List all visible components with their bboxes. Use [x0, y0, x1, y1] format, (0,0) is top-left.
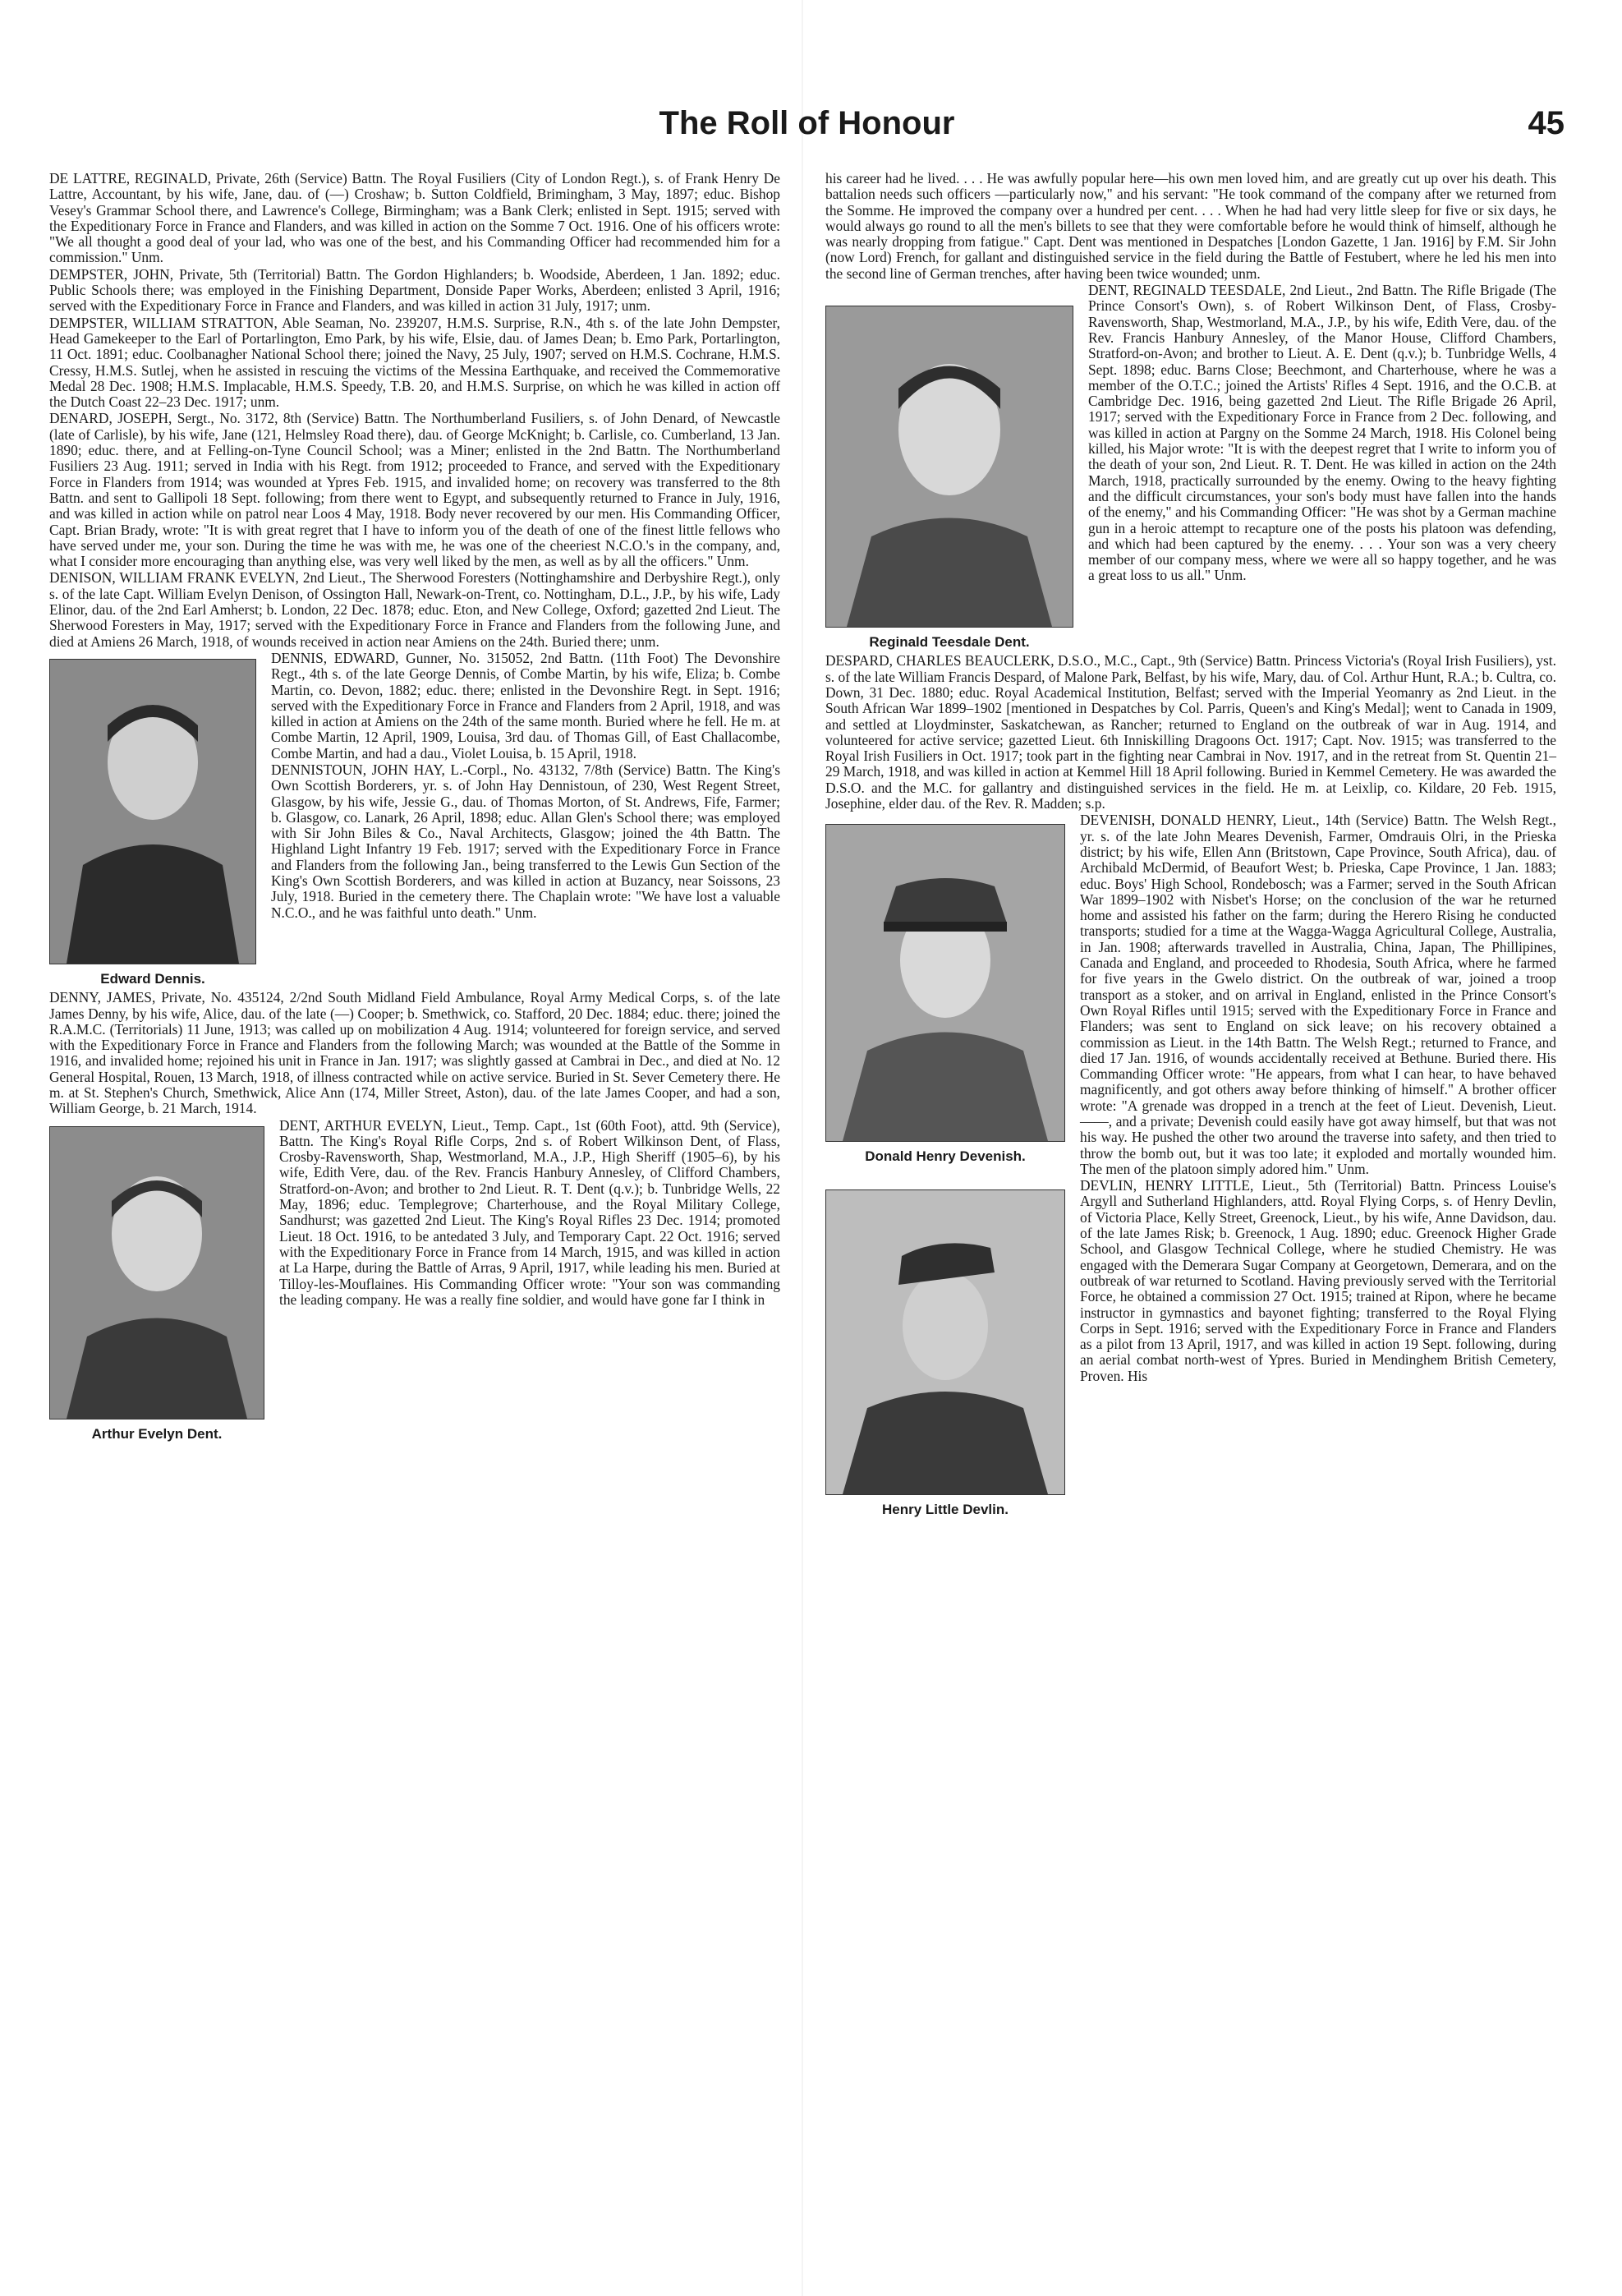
portrait-silhouette [826, 306, 1073, 627]
portrait-silhouette [826, 1190, 1064, 1494]
photo-arthur-dent [49, 1126, 264, 1442]
entry-denison: DENISON, WILLIAM FRANK EVELYN, 2nd Lieut., The Sherwood Foresters (Nottinghamshire and Derbyshire Regt.), only s. of the late Capt. William Evelyn Denison, of Ossington Hall, Newark-on-Trent, co. Nottingham, D.L., J.P., by his wife, Lady Elinor, dau. of the 2nd Earl Amherst; b. London, 22 Dec. 1878; educ. Eton, and New College, Oxford; gazetted 2nd Lieut. The Sherwood Foresters in May, 1917; served with the Expeditionary Force in France and Flanders from the following June, and died at Amiens 26 March, 1918, of wounds received in action near Amiens on the 24th. Buried there; unm. [49, 569, 780, 650]
right-column [825, 171, 1556, 1521]
entry-dent-arthur-cont: his career had he lived. . . . He was awfully popular here—his own men loved him, and are greatly cut up over his death. This battalion needs such officers —particularly now," and his servant: "He took command of the company after we returned from the Somme. He improved the company over a hundred per cent. . . . When he had had very little sleep for five or six days, he would always go round to all the men's billets to see that they were comfortable before he would think of himself, although he was nearly dropping from fatigue." Capt. Dent was mentioned in Despatches [London Gazette, 1 Jan. 1916] by F.M. Sir John (now Lord) French, for gallant and distinguished service in the field during the Battle of Festubert, where he led his men into the second line of German trenches, after having been twice wounded; unm. [825, 170, 1556, 282]
portrait-image [825, 306, 1073, 628]
photo-henry-devlin [825, 1189, 1065, 1517]
photo-reginald-dent [825, 306, 1073, 650]
page-number: 45 [1528, 105, 1565, 141]
entry-dempster-william: DEMPSTER, WILLIAM STRATTON, Able Seaman, No. 239207, H.M.S. Surprise, R.N., 4th s. of the late John Dempster, Head Gamekeeper to the Earl of Portarlington, Emo Park, by his wife, Elsie, dau. of James Dean; b. Emo Park, Portarlington, 11 Oct. 1891; educ. Coolbanagher National School there; joined the Navy, 25 July, 1907; served on H.M.S. Cochrane, H.M.S. Cressy, H.M.S. Sutlej, when he assisted in rescuing the victims of the Messina Earthquake, and received the Commemorative Medal 28 Dec. 1908; H.M.S. Implacable, H.M.S. Speedy, T.B. 20, and H.M.S. Surprise, on which he was killed in action off the Dutch Coast 22–23 Dec. 1917; unm. [49, 314, 780, 411]
page-header [49, 105, 1565, 154]
photo-donald-devenish [825, 824, 1065, 1164]
entry-despard: DESPARD, CHARLES BEAUCLERK, D.S.O., M.C., Capt., 9th (Service) Battn. Princess Victoria's (Royal Irish Fusiliers), yst. s. of the late William Francis Despard, of Malone Park, Belfast, by his wife, Mary, dau. of Col. Arthur Hunt, R.A.; b. Cultra, co. Down, 31 Dec. 1880; educ. Royal Academical Institution, Belfast; served with the Imperial Yeomanry as 2nd Lieut. in the South African War 1899–1902 [mentioned in Despatches by Col. Parris, Queen's and King's Medal]; went to Canada in 1909, and settled at Lloydminster, Saskatchewan, as Rancher; returned to England on the outbreak of war in Aug. 1914, and volunteered for active service; gazetted Lieut. 6th Inniskilling Dragoons Oct. 1917; Capt. Nov. 1915; was transferred to the Royal Irish Fusiliers in Oct. 1917; took part in the fighting near Cambrai in Nov. 1917, and in the retreat from St. Quentin 21–29 March, 1918, and was killed in action at Kemmel Hill 18 April following. Buried in Kemmel Cemetery. He was awarded the D.S.O. and the M.C. for gallantry and distinguished services in the field. He m. at Leixlip, co. Kildare, 20 Feb. 1915, Josephine, elder dau. of the Rev. R. Madden; s.p. [825, 652, 1556, 812]
caption-edward-dennis: Edward Dennis. [100, 970, 205, 987]
entry-dennistoun: DENNISTOUN, JOHN HAY, L.-Corpl., No. 43132, 7/8th (Service) Battn. The King's Own Scottish Borderers, yr. s. of John Hay Dennistoun, of 230, West Regent Street, Glasgow, by his wife, Jessie G., dau. of Thomas Morton, of St. Andrews, Fife, Farmer; b. Glasgow, co. Lanark, 26 April, 1898; educ. Allan Glen's School there; was employed with Sir John Biles & Co., Naval Architects, Glasgow; joined the 4th Battn. The Highland Light Infantry 19 Feb. 1917; served with the Expeditionary Force in France and Flanders from the following Jan., being transferred to the Lewis Gun Section of the King's Own Scottish Borderers, and was killed in action at Buzancy, near Soissons, 23 July, 1918. Buried in the cemetery there. The Chaplain wrote: "We have lost a valuable N.C.O., and he was faithful unto death." Unm. [271, 761, 780, 921]
entry-de-lattre: DE LATTRE, REGINALD, Private, 26th (Service) Battn. The Royal Fusiliers (City of London Regt.), s. of Frank Henry De Lattre, Accountant, by his wife, Jane, dau. of (—) Croshaw; b. Sutton Coldfield, Brimingham, 3 May, 1897; educ. Bishop Vesey's Grammar School there, and Lawrence's College, Birmingham; was a Bank Clerk; enlisted in Sept. 1915; served with the Expeditionary Force in France and Flanders, and was killed in action on the Somme 7 Oct. 1916. One of his officers wrote: "We all thought a good deal of your lad, who was one of the best, and his Commanding Officer had recommended him for a commission." Unm. [49, 170, 780, 266]
portrait-image [825, 1189, 1065, 1495]
entry-devenish: DEVENISH, DONALD HENRY, Lieut., 14th (Service) Battn. The Welsh Regt., yr. s. of the late John Meares Devenish, Farmer, Omdrauis Olri, in the Prieska district; by his wife, Ellen Ann (Britstown, Cape Province, South Africa), dau. of Archibald McDermid, of Beaufort West; b. Prieska, Cape Province, 1 Jan. 1883; educ. Boys' High School, Rondebosch; was a Farmer; served in the South African War 1899–1902 with Nisbet's Horse; on the conclusion of the war he returned home and assisted his father on the farm; during the Herero Rising he conducted transports; studied for a time at the Wagga-Wagga Agricultural College, Australia, in Jan. 1908; afterwards travelled in Australia, China, Japan, The Phillipines, Canada and England, and proceeded to Rhodesia, South Africa, where he farmed for five years in the Gwelo district. On the outbreak of war, joined a troop transport as a stoker, and on arrival in England, enlisted in the Prince Consort's Own Royal Rifles until 1915; served with the Expeditionary Force in France and Flanders; was sent to England on sick leave; on his recovery obtained a commission as Lieut. in the 14th Battn. The Welsh Regt.; returned to France, and died 17 Jan. 1916, of wounds accidentally received at Bethune. Buried there. His Commanding Officer wrote: "He appears, from what I can hear, to have behaved magnificently, and got others away before thinking of himself." A brother officer wrote: "A grenade was dropped in a trench at the feet of Lieut. Devenish, Lieut. ——, and a private; Devenish could easily have got away himself, but that was not his way. He pushed the other two around the traverse into safety, and then tried to throw the bomb out, but it was too late; it exploded and mortally wounded him. The men of the platoon simply adored him." Unm. [1080, 812, 1556, 1177]
entry-denny: DENNY, JAMES, Private, No. 435124, 2/2nd South Midland Field Ambulance, Royal Army Medical Corps, s. of the late James Denny, by his wife, Alice, dau. of the late (—) Cooper; b. Smethwick, co. Stafford, 20 Dec. 1884; educ. there; joined the R.A.M.C. (Territorials) 11 June, 1913; was called up on mobilization 4 Aug. 1914; volunteered for foreign service, and served with the Expeditionary Force in France and Flanders from the following March; was wounded at the Battle of the Somme in 1916, and invalided home; rejoined his unit in France in Jan. 1917; was slightly gassed at Cambrai in Dec., and died at No. 12 General Hospital, Rouen, 13 March, 1918, of illness contracted while on active service. Buried in St. Sever Cemetery there. He m. at St. Stephen's Church, Smethwick, Alice Ann (174, Miller Street, Aston), dau. of the late James Cooper, and had a son, William George, b. 21 March, 1914. [49, 989, 780, 1117]
entry-devlin: DEVLIN, HENRY LITTLE, Lieut., 5th (Territorial) Battn. Princess Louise's Argyll and Sutherland Highlanders, attd. Royal Flying Corps, s. of Henry Devlin, of Victoria Place, Kelly Street, Greenock, Lieut., by his wife, Anne Davidson, dau. of the late James Risk; b. Greenock, 1 Aug. 1890; educ. Greenock Higher Grade School, and Glasgow Technical College, where he studied Chemistry. He was engaged with the Demerara Sugar Company at Georgetown, Demerara, and on the outbreak of war returned to Scotland. Having previously served with the Territorial Force, he obtained a commission 27 Oct. 1915; trained at Ripon, where he became instructor in gymnastics and bayonet fighting; transferred to the Royal Flying Corps in Sept. 1916; served with the Expeditionary Force in France and Flanders as a pilot from 13 April, 1917, and was killed in action 19 Sept. following, during an aerial combat north-west of Ypres. Buried in Mendinghem British Cemetery, Proven. His [1080, 1177, 1556, 1384]
portrait-image [49, 659, 256, 964]
caption-donald-devenish: Donald Henry Devenish. [865, 1148, 1026, 1165]
caption-reginald-dent: Reginald Teesdale Dent. [869, 634, 1030, 651]
entry-dempster-john: DEMPSTER, JOHN, Private, 5th (Territorial) Battn. The Gordon Highlanders; b. Woodside, Aberdeen, 1 Jan. 1892; educ. Public Schools there; was employed in the Finishing Department, Donside Paper Works, Aberdeen; enlisted 3 April, 1916; served with the Expeditionary Force in France and Flanders, and was killed in action 31 July, 1917; unm. [49, 265, 780, 315]
entry-dent-arthur: DENT, ARTHUR EVELYN, Lieut., Temp. Capt., 1st (60th Foot), attd. 9th (Service), Battn. The King's Royal Rifle Corps, 2nd s. of Robert Wilkinson Dent, of Flass, Crosby-Ravensworth, Shap, Westmorland, M.A., J.P., High Sheriff (1905–6), by his wife, Edith Vere, dau. of the Rev. Francis Hanbury Annesley, of Clifford Chambers, Stratford-on-Avon; and brother to 2nd Lieut. R. T. Dent (q.v.); b. Tunbridge Wells, 22 May, 1896; educ. Templegrove; Charterhouse, and the Royal Military College, Sandhurst; was gazetted 2nd Lieut. The King's Royal Rifles 23 Dec. 1914; promoted Lieut. 18 Oct. 1916, to be antedated 3 July, and Temporary Capt. 22 Oct. 1916; served with the Expeditionary Force in France from 14 March, 1915, and was killed in action at La Harpe, during the Battle of Arras, 9 April, 1917, while leading his men. Buried at Tilloy-les-Mouflaines. His Commanding Officer wrote: "Your son was commanding the leading company. He was a really fine soldier, and would have gone far I think in [279, 1116, 780, 1308]
page-title: The Roll of Honour [659, 105, 955, 141]
caption-henry-devlin: Henry Little Devlin. [882, 1502, 1009, 1518]
entry-denard: DENARD, JOSEPH, Sergt., No. 3172, 8th (Service) Battn. The Northumberland Fusiliers, s. of John Denard, of Newcastle (late of Carlisle), by his wife, Jane (121, Helmsley Road there), dau. of George McKnight; b. Carlisle, co. Cumberland, 13 Jan. 1890; educ. there, and at Felling-on-Tyne Council School; was a Miner; enlisted in the 2nd Battn. The Northumberland Fusiliers 23 Aug. 1911; served in India with his Regt. from 1912; proceeded to France, and served with the Expeditionary Force in Flanders from 1914; was wounded at Ypres Feb. 1915, and invalided home; on recovery was transferred to the 8th Battn. and sent to Gallipoli 18 Sept. following; from there went to Egypt, and subsequently returned to France in July, 1916, and was killed in action while on patrol near Loos 4 May, 1918. Body never recovered by our men. His Commanding Officer, Capt. Brian Brady, wrote: "It is with great regret that I have to inform you of the death of one of the finest little fellows who have served under me, your son. During the time he was with me, he was one of the cheeriest N.C.O.'s in the company, and, what I consider more encouraging than anything else, was very well liked by the men, as well as by all the officers." Unm. [49, 410, 780, 570]
portrait-image [825, 824, 1065, 1142]
entry-dennis: DENNIS, EDWARD, Gunner, No. 315052, 2nd Battn. (11th Foot) The Devonshire Regt., 4th s. of the late George Dennis, of Combe Martin, by his wife, Eliza; b. Combe Martin, co. Devon, 1882; educ. there; enlisted in the Devonshire Regt. in Sept. 1916; served with the Expeditionary Force in France and Flanders from 2 April, 1918, and was killed in action at Amiens on the 24th of the same month. Buried where he fell. He m. at Combe Martin, 12 April, 1909, Louisa, 3rd dau. of Thomas Gill, of East Challacombe, Combe Martin, and had a dau., Violet Louisa, b. 15 April, 1918. [271, 649, 780, 761]
page-crease [802, 0, 803, 2296]
photo-edward-dennis [49, 659, 256, 987]
caption-arthur-dent: Arthur Evelyn Dent. [91, 1425, 223, 1442]
portrait-silhouette [50, 1127, 264, 1419]
portrait-image [49, 1126, 264, 1419]
portrait-silhouette [826, 825, 1064, 1141]
portrait-silhouette [50, 660, 255, 964]
entry-dent-reginald: DENT, REGINALD TEESDALE, 2nd Lieut., 2nd Battn. The Rifle Brigade (The Prince Consort's Own), s. of Robert Wilkinson Dent, of Flass, Crosby-Ravensworth, Shap, Westmorland, M.A., J.P., by his wife, Edith Vere, dau. of the Rev. Francis Hanbury Annesley, of the Manor House, Clifford Chambers, Stratford-on-Avon; and brother to Lieut. A. E. Dent (q.v.); b. Tunbridge Wells, 4 Sept. 1898; educ. Barns Close; Beechmont, and Charterhouse, where he was a member of the O.T.C.; joined the Artists' Rifles 4 Sept. 1916, and the O.C.B. at Cambridge Dec. 1916, being gazetted 2nd Lieut. The Rifle Brigade 26 April, 1917; served with the Expeditionary Force in France from 2 Dec. following, and was killed in action at Pargny on the Somme 24 March, 1918. His Colonel being killed, his Major wrote: "It is with the deepest regret that I write to inform you of the death of your son, 2nd Lieut. R. T. Dent. He was killed in action on the 24th March, 1918, practically surrounded by the enemy. Owing to the heavy fighting and the difficult circumstances, your son's body must have fallen into the hands of the enemy," and his Commanding Officer: "He was shot by a German machine gun in a heroic attempt to recapture one of the posts his platoon was defending, and which had been captured by the enemy. . . . Your son was a very cheery member of our company mess, where we were all so happy together, and he was a great loss to us all." Unm. [1088, 282, 1556, 584]
left-column [49, 171, 780, 1445]
